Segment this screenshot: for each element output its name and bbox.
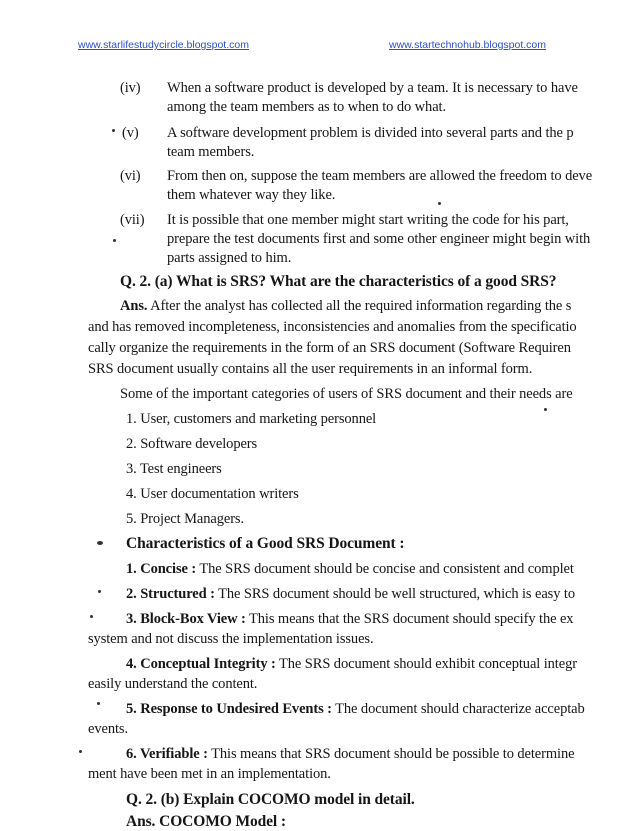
list-item-text-cont: parts assigned to him. [167, 250, 292, 266]
question-heading: Q. 2. (a) What is SRS? What are the characteristics of a good SRS? [120, 273, 557, 290]
characteristic-text-cont: system and not discuss the implementation issues. [88, 631, 374, 647]
list-item-num: (iv) [120, 80, 141, 96]
characteristic-label: 3. Block-Box View : [126, 611, 246, 627]
characteristic-label: 5. Response to Undesired Events : [126, 701, 332, 717]
characteristic-label: 2. Structured : [126, 586, 215, 602]
list-item-text: A software development problem is divided into several parts and the p [167, 125, 574, 141]
answer-text: After the analyst has collected all the required information regarding the s [150, 298, 572, 314]
characteristic-text: The SRS document should be well structured, which is easy to [214, 586, 575, 602]
users-intro: Some of the important categories of users of SRS document and their needs are [120, 386, 573, 402]
user-category-item: 5. Project Managers. [126, 511, 244, 527]
scan-speck [97, 541, 103, 545]
scan-speck [79, 750, 82, 753]
scan-speck [90, 615, 93, 618]
answer-heading: Ans. COCOMO Model : [126, 813, 286, 830]
scan-speck [112, 129, 115, 132]
characteristics-heading: Characteristics of a Good SRS Document : [126, 535, 405, 552]
header-link-right[interactable]: www.startechnohub.blogspot.com [389, 39, 547, 51]
characteristic-text: The document should characterize acceptab [331, 701, 585, 717]
list-item-text: From then on, suppose the team members are allowed the freedom to deve [167, 168, 593, 184]
header-link-left[interactable]: www.starlifestudycircle.blogspot.com [78, 39, 249, 51]
user-category-item: 1. User, customers and marketing personnel [126, 411, 377, 427]
characteristic-text-cont: ment have been met in an implementation. [88, 766, 331, 782]
list-item-num: (v) [122, 125, 139, 141]
answer-text: cally organize the requirements in the form of an SRS document (Software Requiren [88, 340, 571, 356]
characteristic-text-cont: events. [88, 721, 128, 737]
characteristic-text: The SRS document should be concise and consistent and complet [196, 561, 574, 577]
characteristic-label: 6. Verifiable : [126, 746, 208, 762]
characteristic-text: This means that the SRS document should specify the ex [249, 611, 574, 627]
answer-text: SRS document usually contains all the user requirements in an informal form. [88, 361, 533, 377]
scan-speck [544, 408, 547, 411]
scan-speck [98, 590, 101, 593]
characteristic-text-cont: easily understand the content. [88, 676, 258, 692]
scan-speck [113, 239, 116, 242]
list-item-text-cont: them whatever way they like. [167, 187, 336, 203]
list-item-num: (vii) [120, 212, 145, 228]
user-category-item: 4. User documentation writers [126, 486, 299, 502]
answer-text: and has removed incompleteness, inconsistencies and anomalies from the specificatio [88, 319, 577, 335]
characteristic-label: 1. Concise : [126, 561, 197, 577]
list-item-num: (vi) [120, 168, 141, 184]
list-item-text: When a software product is developed by a team. It is necessary to have [167, 80, 578, 96]
characteristic-text: This means that SRS document should be possible to determine [207, 746, 575, 762]
question-heading: Q. 2. (b) Explain COCOMO model in detail. [126, 791, 415, 808]
scan-speck [438, 202, 441, 205]
user-category-item: 2. Software developers [126, 436, 258, 452]
answer-label: Ans. [120, 298, 148, 314]
list-item-text: It is possible that one member might start writing the code for his part, [167, 212, 569, 228]
list-item-text-cont: among the team members as to when to do what. [167, 99, 446, 115]
list-item-text-cont: team members. [167, 144, 255, 160]
list-item-text-cont: prepare the test documents first and some other engineer might begin with [167, 231, 591, 247]
characteristic-label: 4. Conceptual Integrity : [126, 656, 276, 672]
scan-speck [97, 702, 100, 705]
characteristic-text: The SRS document should exhibit conceptual integr [275, 656, 577, 672]
user-category-item: 3. Test engineers [126, 461, 222, 477]
